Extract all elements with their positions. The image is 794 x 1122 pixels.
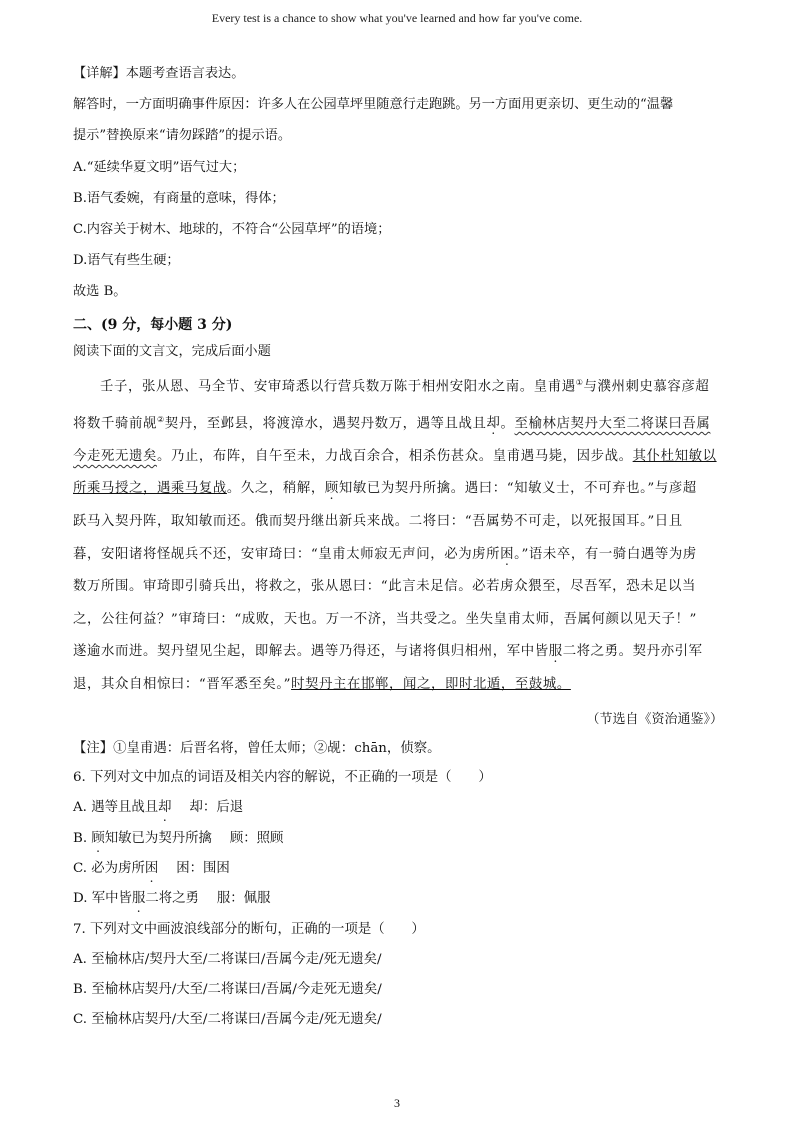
section-instruction: 阅读下面的文言文，完成后面小题: [73, 343, 271, 359]
passage-text: 遂逾水而进。契丹望见尘起，即解去。遇等乃得还，与诸将俱归相州，军中皆: [73, 644, 549, 660]
answer-line: 解答时，一方面明确事件原因：许多人在公园草坪里随意行走跑跳。另一方面用更亲切、更生动的“温馨: [73, 97, 674, 113]
dotted-word: 顾: [324, 481, 339, 497]
answer-line: 【详解】本题考查语言表达。: [73, 66, 245, 81]
answer-line: 故选 B。: [73, 284, 127, 300]
option-text: 至榆林店契丹/大至/二将谋曰/吾属/今走死无遗矣/: [91, 981, 382, 997]
option-a: [73, 796, 723, 815]
option-letter: A.: [73, 800, 87, 816]
passage-line: 之，公往何益？”审琦曰：“成败，天也。万一不济，当共受之。坐失皇甫太师，吾属何颜以见天子！”: [73, 611, 697, 627]
page-header-motto: Every test is a chance to show what you've learned and how far you've come.: [211, 11, 583, 25]
option-letter: B.: [73, 830, 88, 846]
passage-line: [73, 410, 723, 434]
option-text: 二将之勇: [145, 891, 199, 907]
option-letter: C.: [73, 860, 88, 876]
passage-text: 二将之勇。契丹亦引军: [562, 644, 703, 660]
passage-line: [73, 479, 723, 499]
passage-line: [73, 373, 723, 397]
page-content: [73, 64, 723, 1039]
option-b: [73, 827, 723, 846]
passage-text: 。久之，稍解，: [226, 481, 325, 497]
underlined-text: 所乘马授之，遇乘马复战: [73, 481, 227, 497]
answer-line: D.语气有些生硬；: [73, 253, 180, 269]
dotted-word: 困: [500, 546, 515, 562]
passage-text: 。乃止，布阵，自午至未，力战百余合，相杀伤甚众。皇甫遇马毙，因步战。: [156, 448, 633, 464]
wavy-underlined-text: 至榆林店契丹大至二将谋曰吾属: [514, 416, 711, 432]
option-a: [73, 948, 723, 967]
option-c: [73, 1008, 723, 1027]
passage-line: [73, 447, 723, 467]
option-d: [73, 887, 723, 906]
option-text: 知敏已为契丹所擒: [104, 830, 212, 846]
passage-text: 将数千骑前觇: [73, 416, 157, 432]
passage-line: 跃马入契丹阵，取知敏而还。俄而契丹继出新兵来战。二将曰：“吾属势不可走，以死报国耳。”日且: [73, 514, 683, 529]
note-marker: ②: [156, 414, 165, 424]
dotted-word: 顾: [91, 830, 105, 846]
note-marker: ①: [575, 377, 584, 387]
dotted-word: 却: [158, 800, 172, 816]
option-gloss: 服：佩服: [216, 891, 271, 907]
question-stem: 6. 下列对文中加点的词语及相关内容的解说，不正确的一项是（ ）: [73, 770, 492, 786]
option-gloss: 困：围困: [176, 860, 230, 876]
answer-line: C.内容关于树木、地球的，不符合“公园草坪”的语境；: [73, 221, 391, 237]
option-letter: C.: [73, 1012, 88, 1028]
passage-line: 数万所围。审琦即引骑兵出，将救之，张从恩曰：“此言未足信。必若虏众猥至，尽吾军，恐未足以当: [73, 579, 697, 595]
question-6: [73, 766, 723, 906]
question-7: [73, 918, 723, 1028]
option-letter: A.: [73, 951, 87, 967]
option-text: 必为虏所: [91, 860, 145, 876]
dotted-word: 却: [486, 416, 501, 432]
answer-line: 提示”替换原来“请勿踩踏”的提示语。: [73, 128, 292, 144]
answer-line: B.语气委婉，有商量的意味，得体；: [73, 190, 285, 206]
answer-line: A.“延续华夏文明”语气过大；: [73, 159, 246, 175]
option-gloss: 顾：照顾: [229, 830, 284, 846]
passage-text: 退，其众自相惊曰：“晋军悉至矣。”: [73, 676, 292, 692]
option-letter: D.: [73, 891, 88, 907]
option-letter: B.: [73, 981, 88, 997]
passage-line: [73, 545, 723, 565]
option-c: [73, 857, 723, 876]
question-stem: 7. 下列对文中画波浪线部分的断句，正确的一项是（ ）: [73, 921, 425, 937]
passage-text: 暮，安阳诸将怪觇兵不还，安审琦曰：“皇甫太师寂无声问，必为虏所: [73, 546, 501, 562]
underlined-text: 时契丹主在邯郸，闻之，即时北遁，至鼓城。: [291, 676, 571, 692]
passage-text: 知敏已为契丹所擒。遇曰：“知敏义士，不可弃也。”与彦超: [338, 481, 697, 497]
passage-line: [73, 675, 723, 695]
dotted-word: 困: [144, 860, 159, 876]
option-text: 遇等且战且: [91, 800, 159, 816]
passage-text: 。: [500, 416, 515, 432]
passage-text: 与濮州刺史慕容彦超: [583, 379, 710, 395]
option-text: 军中皆: [91, 891, 132, 907]
passage-text: 。”语未卒，有一骑白遇等为虏: [514, 546, 697, 562]
page-number: 3: [394, 1096, 400, 1110]
option-text: 至榆林店契丹/大至/二将谋曰/吾属今走/死无遗矣/: [91, 1012, 382, 1028]
passage-line: [73, 642, 723, 662]
option-text: 至榆林店/契丹大至/二将谋曰/吾属今走/死无遗矣/: [91, 951, 382, 967]
answer-explanation: [73, 64, 723, 302]
underlined-text: 其仆杜知敏以: [632, 448, 717, 464]
annotation-note: 【注】①皇甫遇：后晋名将，曾任太师；②觇：chān，侦察。: [73, 740, 441, 756]
passage-text: 壬子，张从恩、马全节、安审琦悉以行营兵数万陈于相州安阳水之南。皇甫遇: [100, 379, 576, 395]
passage-source: （节选自《资治通鉴》）: [586, 711, 723, 727]
wavy-underlined-text: 今走死无遗矣: [73, 448, 157, 464]
section-title: 二、(9 分，每小题 3 分): [73, 316, 233, 333]
option-b: [73, 978, 723, 997]
option-gloss: 却：后退: [189, 800, 244, 816]
classical-passage: [73, 373, 723, 695]
dotted-word: 服: [548, 644, 563, 660]
passage-text: 契丹，至邺县，将渡漳水，遇契丹数万，遇等且战且: [164, 416, 487, 432]
dotted-word: 服: [131, 891, 146, 907]
